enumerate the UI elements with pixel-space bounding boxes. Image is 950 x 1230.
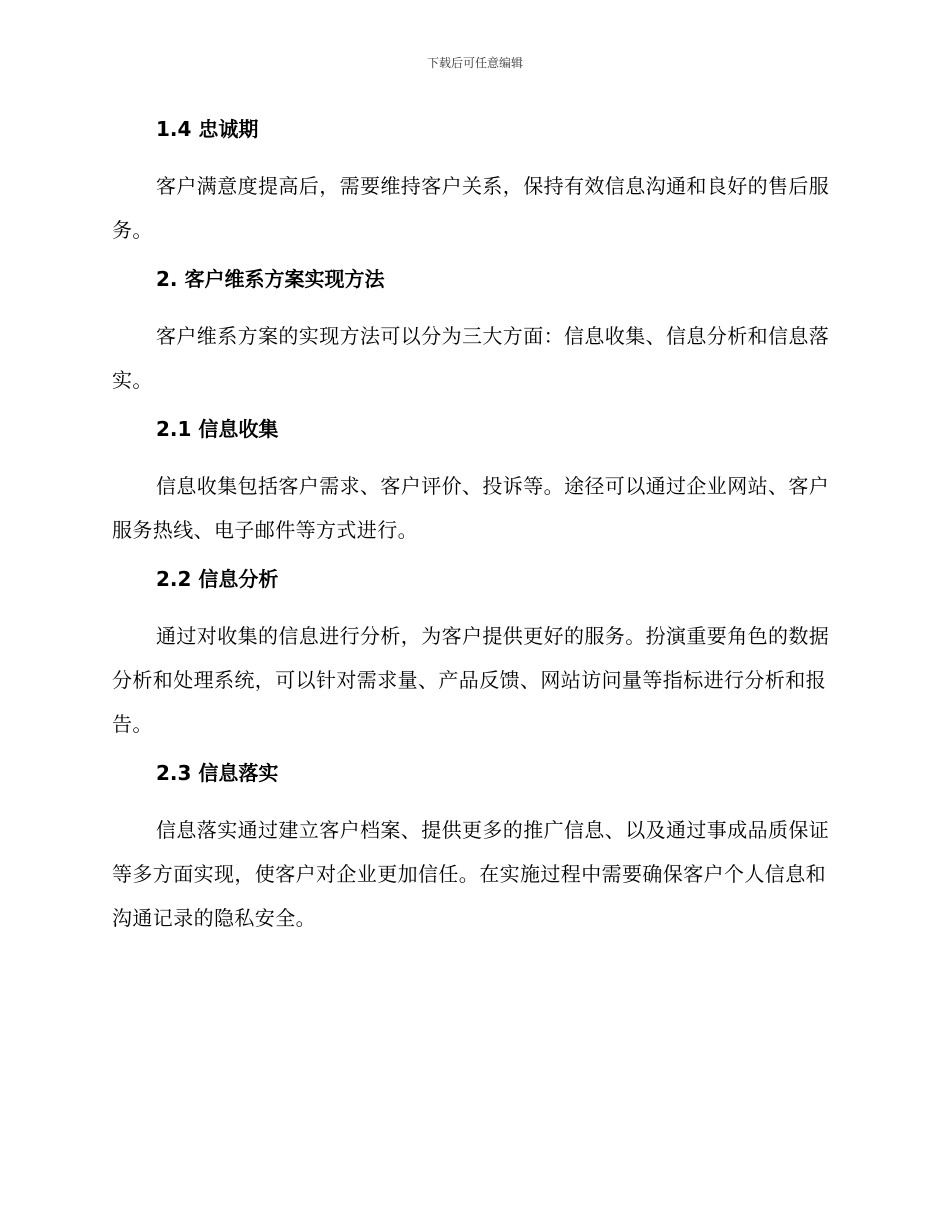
document-body: [112, 112, 832, 950]
section-paragraph-2-3: 信息落实通过建立客户档案、提供更多的推广信息、以及通过事成品质保证等多方面实现，使客户对企业更加信任。在实施过程中需要确保客户个人信息和沟通记录的隐私安全。: [112, 818, 830, 930]
section-paragraph-2-1: 信息收集包括客户需求、客户评价、投诉等。途径可以通过企业网站、客户服务热线、电子邮件等方式进行。: [112, 474, 830, 542]
section-heading-1-4: 1.4 忠诚期: [156, 117, 259, 141]
section-paragraph-1-4: 客户满意度提高后，需要维持客户关系，保持有效信息沟通和良好的售后服务。: [112, 174, 830, 242]
section-paragraph-2: 客户维系方案的实现方法可以分为三大方面：信息收集、信息分析和信息落实。: [112, 324, 830, 392]
section-paragraph-2-2: 通过对收集的信息进行分析，为客户提供更好的服务。扮演重要角色的数据分析和处理系统，可以针对需求量、产品反馈、网站访问量等指标进行分析和报告。: [112, 624, 830, 736]
section-heading-2: 2. 客户维系方案实现方法: [156, 267, 385, 291]
section-heading-2-3: 2.3 信息落实: [156, 761, 279, 785]
section-heading-2-1: 2.1 信息收集: [156, 417, 279, 441]
section-heading-2-2: 2.2 信息分析: [156, 567, 279, 591]
header-note: 下载后可任意编辑: [426, 56, 523, 70]
